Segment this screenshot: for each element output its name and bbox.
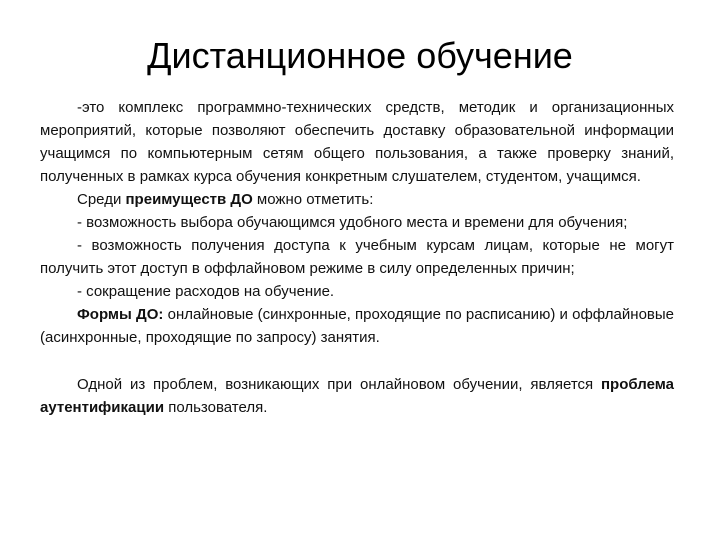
problem-paragraph	[40, 373, 674, 419]
advantage-item-3: - сокращение расходов на обучение.	[77, 283, 335, 300]
advantages-term: преимуществ ДО	[125, 191, 253, 208]
advantages-intro-prefix: Среди	[77, 191, 126, 208]
advantage-item-1: - возможность выбора обучающимся удобного места и времени для обучения;	[77, 214, 628, 231]
advantage-item-2: - возможность получения доступа к учебным курсам лицам, которые не могут получить этот доступ в оффлайновом режиме в силу определенных причин;	[40, 237, 674, 277]
paragraph-gap	[40, 349, 674, 373]
advantages-intro	[40, 188, 674, 211]
advantages-intro-suffix: можно отметить:	[252, 191, 374, 208]
forms-text: онлайновые (синхронные, проходящие по расписанию) и оффлайновые (асинхронные, проходящие по запросу) занятия.	[40, 306, 674, 346]
problem-suffix: пользователя.	[164, 399, 268, 416]
slide-body	[40, 96, 674, 419]
page-title: Дистанционное обучение	[147, 35, 573, 76]
definition-paragraph: -это комплекс программно-технических средств, методик и организационных мероприятий, которые позволяют обеспечить доставку образовательной информации учащимся по компьютерным сетям общего пользования, а также проверку знаний, полученных в рамках курса обучения конкретным слушателем, студентом, учащимся.	[40, 99, 674, 185]
forms-term: Формы ДО:	[77, 306, 164, 323]
problem-term: проблема аутентификации	[40, 376, 674, 416]
problem-text: Одной из проблем, возникающих при онлайновом обучении, является	[77, 376, 601, 393]
forms-paragraph	[40, 303, 674, 349]
